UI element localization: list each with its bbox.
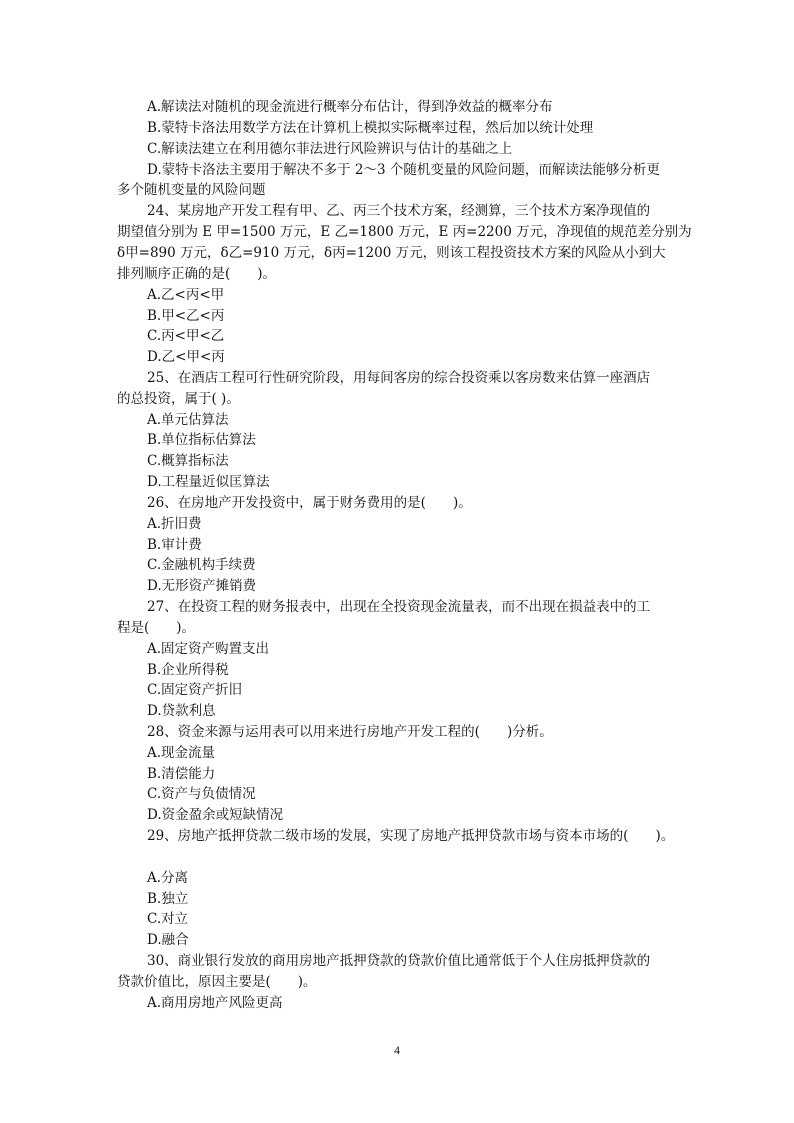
option-line: D.融合 — [147, 932, 189, 948]
option-line: C.对立 — [147, 911, 189, 927]
question-24-line-4: 排列顺序正确的是( )。 — [117, 266, 277, 282]
option-line: D.无形资产摊销费 — [147, 578, 257, 594]
option-line: A.现金流量 — [147, 745, 216, 761]
question-24-line-3: δ甲=890 万元，δ乙=910 万元，δ丙=1200 万元，则该工程投资技术方案的风险从小到大 — [117, 245, 666, 261]
question-29: 29、房地产抵押贷款二级市场的发展，实现了房地产抵押贷款市场与资本市场的( )。 — [147, 828, 675, 844]
option-line: C.丙<甲<乙 — [147, 328, 225, 344]
option-line: A.商用房地产风险更高 — [147, 995, 283, 1011]
question-26: 26、在房地产开发投资中，属于财务费用的是( )。 — [147, 495, 472, 511]
question-27-line-2: 程是( )。 — [117, 620, 196, 636]
option-line: C.金融机构手续费 — [147, 557, 256, 573]
option-line: A.分离 — [147, 870, 189, 886]
option-line: A.乙<丙<甲 — [147, 287, 225, 303]
option-line: D.工程量近似匡算法 — [147, 474, 270, 490]
question-27: 27、在投资工程的财务报表中，出现在全投资现金流量表，而不出现在损益表中的工 — [147, 599, 651, 615]
option-line: B.企业所得税 — [147, 662, 229, 678]
option-line: B.独立 — [147, 891, 189, 907]
option-line: A.解读法对随机的现金流进行概率分布估计，得到净效益的概率分布 — [147, 99, 553, 115]
option-line: B.审计费 — [147, 537, 202, 553]
option-line: B.蒙特卡洛法用数学方法在计算机上模拟实际概率过程，然后加以统计处理 — [147, 120, 594, 136]
option-line: A.固定资产购置支出 — [147, 641, 270, 657]
option-line: C.资产与负债情况 — [147, 786, 256, 802]
question-24: 24、某房地产开发工程有甲、乙、丙三个技术方案，经测算，三个技术方案净现值的 — [147, 203, 651, 219]
question-30: 30、商业银行发放的商用房地产抵押贷款的贷款价值比通常低于个人住房抵押贷款的 — [147, 953, 651, 969]
option-line: D.蒙特卡洛法主要用于解决不多于 2～3 个随机变量的风险问题，而解读法能够分析更 — [147, 162, 660, 178]
option-line: B.甲<乙<丙 — [147, 308, 225, 324]
option-line: A.单元估算法 — [147, 412, 229, 428]
question-28: 28、资金来源与运用表可以用来进行房地产开发工程的( )分析。 — [147, 724, 553, 740]
option-line: B.单位指标估算法 — [147, 432, 256, 448]
option-line: D.乙<甲<丙 — [147, 349, 225, 365]
option-line: C.固定资产折旧 — [147, 682, 243, 698]
question-25-line-2: 的总投资，属于( )。 — [117, 391, 240, 407]
option-line: D.资金盈余或短缺情况 — [147, 807, 284, 823]
page-number: 4 — [394, 1043, 400, 1057]
question-25: 25、在酒店工程可行性研究阶段，用每间客房的综合投资乘以客房数来估算一座酒店 — [147, 370, 651, 386]
option-line: C.概算指标法 — [147, 453, 229, 469]
option-line: D.贷款利息 — [147, 703, 216, 719]
question-30-line-2: 贷款价值比，原因主要是( )。 — [117, 974, 317, 990]
option-line: C.解读法建立在利用德尔菲法进行风险辨识与估计的基础之上 — [147, 141, 513, 157]
option-continuation: 多个随机变量的风险问题 — [117, 182, 266, 198]
option-line: B.清偿能力 — [147, 766, 216, 782]
option-line: A.折旧费 — [147, 516, 202, 532]
question-24-line-2: 期望值分别为 E 甲=1500 万元，E 乙=1800 万元，E 丙=2200 万元，净现值的规范差分别为 — [117, 224, 692, 240]
